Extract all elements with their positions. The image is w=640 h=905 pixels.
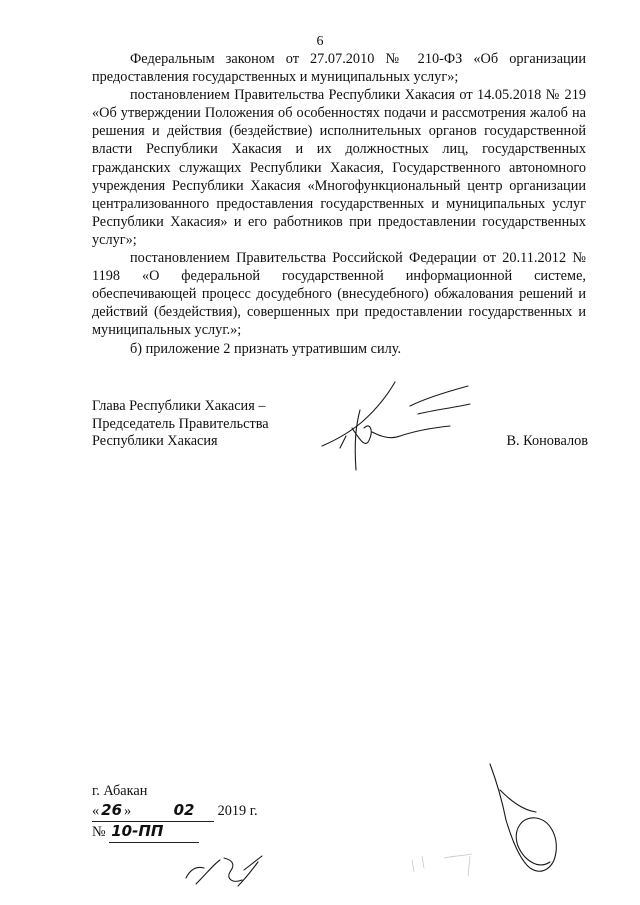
signatory-title-line: Республики Хакасия: [92, 433, 218, 450]
date-month: 02: [173, 801, 195, 819]
number-sign: №: [92, 824, 106, 840]
paragraph-federal-law: Федеральным законом от 27.07.2010 № 210-ФЗ «Об организации предоставления государственных и муниципальных услуг»;: [92, 51, 586, 86]
signatory-name: В. Коновалов: [506, 433, 588, 449]
signatory-title-line: Глава Республики Хакасия –: [92, 398, 266, 414]
paragraph-resolution-1198: постановлением Правительства Российской Федерации от 20.11.2012 № 1198 «О федеральной государственной информационной системе, обеспечивающей процесс досудебного (внесудебного) обжалования решений и действий (бездействия), совершенных при предоставлении государственных и муниципальных услуг.»;: [92, 250, 586, 339]
date-year: 2019 г.: [217, 803, 258, 819]
date-open-quote: «: [92, 803, 100, 819]
bottom-left-scribble: [186, 856, 262, 886]
date-close-quote: »: [124, 803, 132, 819]
bottom-right-scribble: [490, 764, 556, 871]
document-number: 10-ПП: [111, 822, 164, 840]
date-day: 26: [101, 801, 123, 819]
faint-bleed-marks: [412, 854, 472, 876]
signatory-title-line: Председатель Правительства: [92, 415, 269, 432]
page-number: 6: [316, 34, 324, 49]
city-line: г. Абакан: [92, 783, 148, 799]
paragraph-appendix-2: б) приложение 2 признать утратившим силу.: [130, 340, 402, 357]
paragraph-resolution-219: постановлением Правительства Республики Хакасия от 14.05.2018 № 219 «Об утверждении Положения об особенностях подачи и рассмотрения жалоб на решения и действия (бездействие) исполнительных органов государственной власти Республики Хакасия и их должностных лиц, государственных гражданских служащих Республики Хакасия, Государственного автономного учреждения Республики Хакасия «Многофункциональный центр организации централизованного предоставления государственных и муниципальных услуг Республики Хакасия» и его работников при предоставлении государственных услуг»;: [92, 87, 586, 248]
